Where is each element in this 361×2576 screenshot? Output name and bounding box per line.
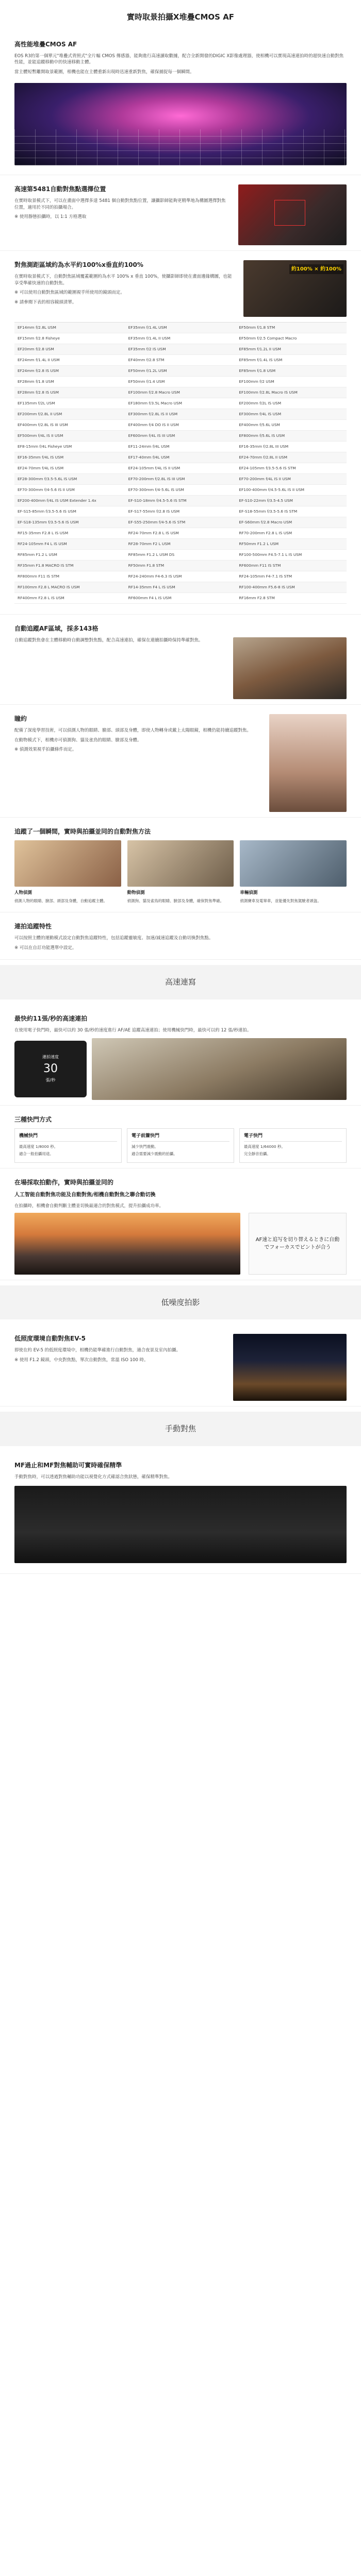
shutter-mode-text: 適合一般拍攝用途。 (19, 1151, 54, 1157)
lens-row (14, 593, 347, 604)
shutter-mode-text: 適合需要減少震動的拍攝。 (132, 1151, 177, 1157)
section-eye-detection (0, 705, 361, 818)
lens-row (14, 409, 347, 420)
section-title: 連拍追蹤特性 (14, 922, 52, 930)
section-note: ※ 使用 F1.2 鏡頭，中央對焦點，單次自動對焦，常溫 ISO 100 時。 (14, 1358, 149, 1363)
lens-cell: EF-S60mm f/2.8 Macro USM (239, 519, 292, 524)
band-high-speed: 高速連寫 (0, 965, 361, 999)
shutter-mode-text: 完全靜音拍攝。 (244, 1151, 271, 1157)
lens-cell: EF28-300mm f/3.5-5.6L IS USM (18, 476, 77, 481)
section-text: 在動物模式下，相機亦可偵測狗、貓及雀鳥的眼睛、臉部及身體。 (14, 737, 142, 743)
motocross-image (233, 637, 347, 699)
section-text: 手動對焦時，可以透過對焦輔助功能以視覺化方式確認合焦狀態，確保精準對焦。 (14, 1474, 173, 1480)
lens-cell: EF15mm f/2.8 Fisheye (18, 335, 60, 341)
lens-cell: EF50mm f/1.4 USM (128, 379, 165, 384)
burst-speed-label: 連拍速度 (42, 1055, 59, 1059)
section-text: 當主體短暫離開取景範圍，相機也能在主體重新出現時迅速重新對焦，確保捕捉每一個瞬間。 (14, 70, 194, 75)
mf-assist-image (14, 1486, 347, 1563)
lens-row (14, 420, 347, 431)
lens-cell: EF70-200mm f/4L IS II USM (239, 476, 291, 481)
lens-row (14, 333, 347, 344)
lens-cell: RF15-35mm F2.8 L IS USM (18, 530, 69, 535)
lens-cell: EF85mm f/1.4L IS USM (239, 357, 283, 362)
band-manual-focus: 手動對焦 (0, 1412, 361, 1446)
lens-cell: EF70-200mm f/2.8L IS III USM (128, 476, 185, 481)
lens-row (14, 463, 347, 474)
section-note: ※ 可以在自訂功能選單中設定。 (14, 945, 77, 951)
section-title: 低照度環境自動對焦EV-5 (14, 1335, 86, 1343)
lens-cell: EF-S10-18mm f/4.5-5.6 IS STM (128, 498, 187, 503)
lens-row (14, 442, 347, 452)
lens-row (14, 550, 347, 561)
lens-row (14, 398, 347, 409)
section-af-points (0, 175, 361, 251)
lens-cell: RF600mm F4 L IS USM (128, 595, 172, 600)
lens-cell: EF50mm f/1.8 STM (239, 325, 275, 330)
lens-row (14, 496, 347, 506)
lens-cell: EF70-300mm f/4-5.6 IS II USM (18, 487, 75, 492)
section-text: EOS R3的第一個單元"堆疊式背照式"全片幅 CMOS 傳感器，能夠進行高速讀取數據，配合全新開發的DIGIC X影像處理器，使相機可以實現高速連拍時的超快速自動對焦性能，並能追蹤移動中的快速移動主體。 (14, 53, 344, 65)
lens-cell: EF11-24mm f/4L USM (128, 444, 170, 449)
lens-cell: EF-S18-135mm f/3.5-5.6 IS USM (18, 519, 79, 524)
lens-cell: EF400mm f/4 DO IS II USM (128, 422, 179, 427)
lens-row (14, 366, 347, 377)
lens-cell: EF35mm f/2 IS USM (128, 346, 166, 351)
detection-text: 偵測人物的眼睛、臉部、頭部及身體，自動追蹤主體。 (14, 898, 107, 903)
lens-cell: RF50mm F1.8 STM (128, 563, 165, 568)
lens-cell: EF200mm f/2.8L II USM (18, 411, 62, 416)
lens-row (14, 517, 347, 528)
section-text: 配備了深度學習技術，可以偵測人物的眼睛、臉部、頭部及身體，即使人物轉身或戴上太陽眼鏡，相機仍能持續追蹤對焦。 (14, 727, 252, 733)
lens-cell: EF20mm f/2.8 USM (18, 346, 54, 351)
lens-cell: EF-S10-22mm f/3.5-4.5 USM (239, 498, 293, 503)
shutter-mode-title: 電子快門 (244, 1133, 342, 1142)
lens-cell: EF40mm f/2.8 STM (128, 357, 165, 362)
lens-cell: EF400mm f/2.8L IS III USM (18, 422, 68, 427)
section-title: 瞳約 (14, 715, 27, 722)
detection-photo (14, 840, 121, 887)
section-text: 在實時取景模式下，自動對焦區域覆蓋範圍約為水平 100% x 垂直 100%，使攝影師即使在畫面邊緣構圖，也能享受準確快速的自動對焦。 (14, 274, 232, 286)
lens-cell: EF100mm f/2 USM (239, 379, 274, 384)
section-af-coverage (0, 251, 361, 615)
lens-cell: EF300mm f/4L IS USM (239, 411, 282, 416)
section-title: 高性能堆疊CMOS AF (14, 40, 77, 48)
burst-speed-value: 30 (43, 1062, 58, 1075)
lens-row (14, 387, 347, 398)
night-mosque-image (233, 1334, 347, 1401)
section-note: ※ 可以使用自動對焦區域的範圍視乎所使用的鏡頭而定。 (14, 290, 125, 296)
lens-cell: RF100-500mm F4.5-7.1 L IS USM (239, 552, 302, 557)
lens-cell: EF16-35mm f/2.8L III USM (239, 444, 289, 449)
section-tracking-characteristics (0, 912, 361, 960)
lens-cell: EF400mm f/5.6L USM (239, 422, 280, 427)
shutter-mode-text: 最高速度 1/8000 秒。 (19, 1144, 58, 1149)
section-subtitle: 人工智能自動對焦功能及自動對焦/相機自動對焦之聯合動切換 (14, 1192, 156, 1198)
section-note: ※ 請參閱下表的相容鏡頭清單。 (14, 300, 77, 305)
detection-text: 偵測狗、貓及雀鳥的眼睛、臉部及身體，確保對焦準確。 (127, 898, 224, 903)
section-subject-detection (0, 818, 361, 912)
lens-cell: RF24-105mm F4-7.1 IS STM (239, 573, 292, 579)
lens-row (14, 452, 347, 463)
section-text: 在拍攝時，相機會自動判斷主體並切換最適合的對焦模式，提升拍攝成功率。 (14, 1204, 164, 1209)
section-title: 三種快門方式 (14, 1115, 52, 1123)
lens-cell: EF300mm f/2.8L IS II USM (128, 411, 178, 416)
section-low-light-af (0, 1325, 361, 1406)
lens-cell: EF200-400mm f/4L IS USM Extender 1.4x (18, 498, 96, 503)
lens-cell: EF70-300mm f/4-5.6L IS USM (128, 487, 184, 492)
lens-row (14, 539, 347, 550)
lens-cell: RF16mm F2.8 STM (239, 595, 275, 600)
lens-cell: EF17-40mm f/4L USM (128, 454, 170, 460)
section-ai-af-switch (0, 1168, 361, 1280)
hero-grid-floor (14, 129, 347, 165)
lens-cell: EF85mm f/1.8 USM (239, 368, 276, 373)
lens-cell: EF500mm f/4L IS II USM (18, 433, 63, 438)
af-frame (274, 200, 305, 226)
city-skyline-image (14, 1213, 240, 1275)
lens-row (14, 323, 347, 333)
section-note: ※ 偵測效果視乎拍攝條件而定。 (14, 747, 77, 753)
section-title: 最快約11張/秒的高速連拍 (14, 1014, 88, 1022)
lens-cell: RF85mm F1.2 L USM (18, 552, 57, 557)
burst-speed-display (14, 1041, 87, 1097)
page-title: 實時取景拍攝X堆疊CMOS AF (126, 12, 235, 22)
lens-row (14, 474, 347, 485)
lens-cell: EF24-70mm f/4L IS USM (18, 465, 64, 470)
lens-cell: EF100mm f/2.8L Macro IS USM (239, 389, 298, 395)
portrait-image (269, 714, 347, 812)
section-title: 在場採取拍動作，實時與拍攝並同的 (14, 1179, 114, 1187)
shutter-mode-box (239, 1128, 347, 1163)
lens-cell: RF85mm F1.2 L USM DS (128, 552, 175, 557)
section-text: 在使用電子快門時，最快可以約 30 張/秒的速度進行 AF/AE 追蹤高速連拍；使用機械快門時，最快可以約 12 張/秒連拍。 (14, 1027, 252, 1033)
section-text: 可以按照主體的運動模式設定自動對焦追蹤特性，包括追蹤靈敏度、加速/減速追蹤及自動切換對焦點。 (14, 935, 214, 941)
lens-cell: EF200mm f/2L IS USM (239, 400, 282, 405)
section-continuous-shooting (0, 1005, 361, 1106)
lens-cell: EF16-35mm f/4L IS USM (18, 454, 64, 460)
lens-cell: EF50mm f/1.2L USM (128, 368, 167, 373)
band-low-light: 低噪度拍影 (0, 1285, 361, 1320)
section-title: MF過止和MF對焦輔助可實時確保精準 (14, 1461, 122, 1469)
lens-cell: RF100-400mm F5.6-8 IS USM (239, 584, 295, 589)
section-note: ※ 使用靜態拍攝時，以 1:1 方格選取 (14, 214, 87, 220)
detection-card (240, 840, 347, 907)
section-title: 對焦測距區域約為水平約100%x垂直約100% (14, 261, 143, 268)
lens-cell: RF100mm F2.8 L MACRO IS USM (18, 584, 80, 589)
lens-row (14, 561, 347, 571)
compatible-lens-table (14, 322, 347, 604)
detection-card (14, 840, 121, 907)
shutter-mode-text: 最高速度 1/64000 秒。 (244, 1144, 285, 1149)
section-stacked-cmos-af (0, 30, 361, 175)
lens-cell: EF135mm f/2L USM (18, 400, 55, 405)
lens-cell: RF28-70mm F2 L USM (128, 541, 171, 546)
lens-cell: EF24-70mm f/2.8L II USM (239, 454, 287, 460)
section-text: 即使在約 EV-5 的低照度環境中，相機仍能準確進行自動對焦，適合夜景及室內拍攝。 (14, 1348, 181, 1353)
lens-cell: EF-S55-250mm f/4-5.6 IS STM (128, 519, 186, 524)
lens-row (14, 431, 347, 442)
lens-cell: EF8-15mm f/4L Fisheye USM (18, 444, 72, 449)
detection-title: 車輛偵測 (240, 890, 258, 895)
lens-cell: EF800mm f/5.6L IS USM (239, 433, 285, 438)
lens-cell: RF400mm F2.8 L IS USM (18, 595, 64, 600)
af-coverage-image (243, 260, 347, 317)
detection-photo (240, 840, 347, 887)
detection-title: 人物偵測 (14, 890, 32, 895)
shutter-mode-box (127, 1128, 234, 1163)
lens-cell: EF24-105mm f/3.5-5.6 IS STM (239, 465, 296, 470)
lens-cell: RF50mm F1.2 L USM (239, 541, 279, 546)
lens-cell: EF-S15-85mm f/3.5-5.6 IS USM (18, 509, 76, 514)
lens-cell: EF28mm f/1.8 USM (18, 379, 54, 384)
lens-row (14, 582, 347, 593)
horse-jump-image (92, 1038, 347, 1100)
shutter-mode-text: 減少快門震動。 (132, 1144, 158, 1149)
lens-row (14, 485, 347, 496)
lens-cell: RF70-200mm F2.8 L IS USM (239, 530, 292, 535)
lens-cell: EF100-400mm f/4.5-5.6L IS II USM (239, 487, 305, 492)
lens-cell: EF100mm f/2.8 Macro USM (128, 389, 180, 395)
lens-cell: EF180mm f/3.5L Macro USM (128, 400, 182, 405)
lens-cell: EF14mm f/2.8L USM (18, 325, 56, 330)
section-text: 自動追蹤對焦會在主體移動時自動調整對焦點，配合高速連拍，確保在連續拍攝時保持準確對焦。 (14, 637, 203, 643)
lens-cell: EF24-105mm f/4L IS II USM (128, 465, 180, 470)
lens-cell: EF85mm f/1.2L II USM (239, 346, 281, 351)
section-tracking-area (0, 615, 361, 705)
lens-row (14, 377, 347, 387)
detection-text: 偵測賽車及電單車，並能優先對焦駕駛者頭盔。 (240, 898, 321, 903)
section-title: 高速第5481自動對焦點選擇位置 (14, 185, 106, 193)
section-title: 自動追蹤AF區域，採多143格 (14, 624, 99, 632)
shutter-mode-title: 機械快門 (19, 1133, 117, 1142)
section-shutter-modes (0, 1106, 361, 1169)
lens-cell: EF35mm f/1.4L II USM (128, 335, 171, 341)
lens-cell: EF-S18-55mm f/3.5-5.6 IS STM (239, 509, 298, 514)
shutter-mode-box (14, 1128, 122, 1163)
lens-cell: EF24mm f/1.4L II USM (18, 357, 60, 362)
lens-cell: EF35mm f/1.4L USM (128, 325, 167, 330)
coverage-percent: 約100% × 約100% (289, 264, 343, 274)
lens-cell: EF24mm f/2.8 IS USM (18, 368, 59, 373)
section-mf-assist (0, 1451, 361, 1574)
lens-cell: RF35mm F1.8 MACRO IS STM (18, 563, 74, 568)
lens-cell: RF24-240mm F4-6.3 IS USM (128, 573, 182, 579)
hero-image (14, 83, 347, 165)
detection-photo (127, 840, 234, 887)
lens-cell: RF14-35mm F4 L IS USM (128, 584, 175, 589)
lens-cell: RF600mm F11 IS STM (239, 563, 281, 568)
detection-title: 動物偵測 (127, 890, 145, 895)
lens-cell: RF800mm F11 IS STM (18, 573, 60, 579)
lens-row (14, 528, 347, 539)
lens-row (14, 344, 347, 355)
af-points-image (238, 184, 347, 245)
lens-cell: EF28mm f/2.8 IS USM (18, 389, 59, 395)
shutter-mode-title: 電子前簾快門 (132, 1133, 229, 1142)
lens-row (14, 571, 347, 582)
section-title: 追蹤了一個瞬間，實時與拍攝並同的自動對焦方法 (14, 827, 151, 835)
lens-cell: EF600mm f/4L IS III USM (128, 433, 175, 438)
lens-cell: EF50mm f/2.5 Compact Macro (239, 335, 297, 341)
lens-cell: RF24-70mm F2.8 L IS USM (128, 530, 179, 535)
detection-card (127, 840, 234, 907)
af-switch-panel: AF速と追写を切り替えるときに自動でフォーカスでピントが合う (249, 1213, 347, 1275)
lens-row (14, 506, 347, 517)
section-text: 在實時取景模式下，可以在畫面中選擇多達 5481 個自動對焦點位置，讓攝影師能夠更精準地為構圖選擇對焦位置，適用於不同的拍攝場合。 (14, 198, 226, 210)
burst-speed-unit: 張/秒 (45, 1078, 56, 1082)
lens-row (14, 355, 347, 366)
lens-cell: EF-S17-55mm f/2.8 IS USM (128, 509, 180, 514)
lens-cell: RF24-105mm F4 L IS USM (18, 541, 67, 546)
